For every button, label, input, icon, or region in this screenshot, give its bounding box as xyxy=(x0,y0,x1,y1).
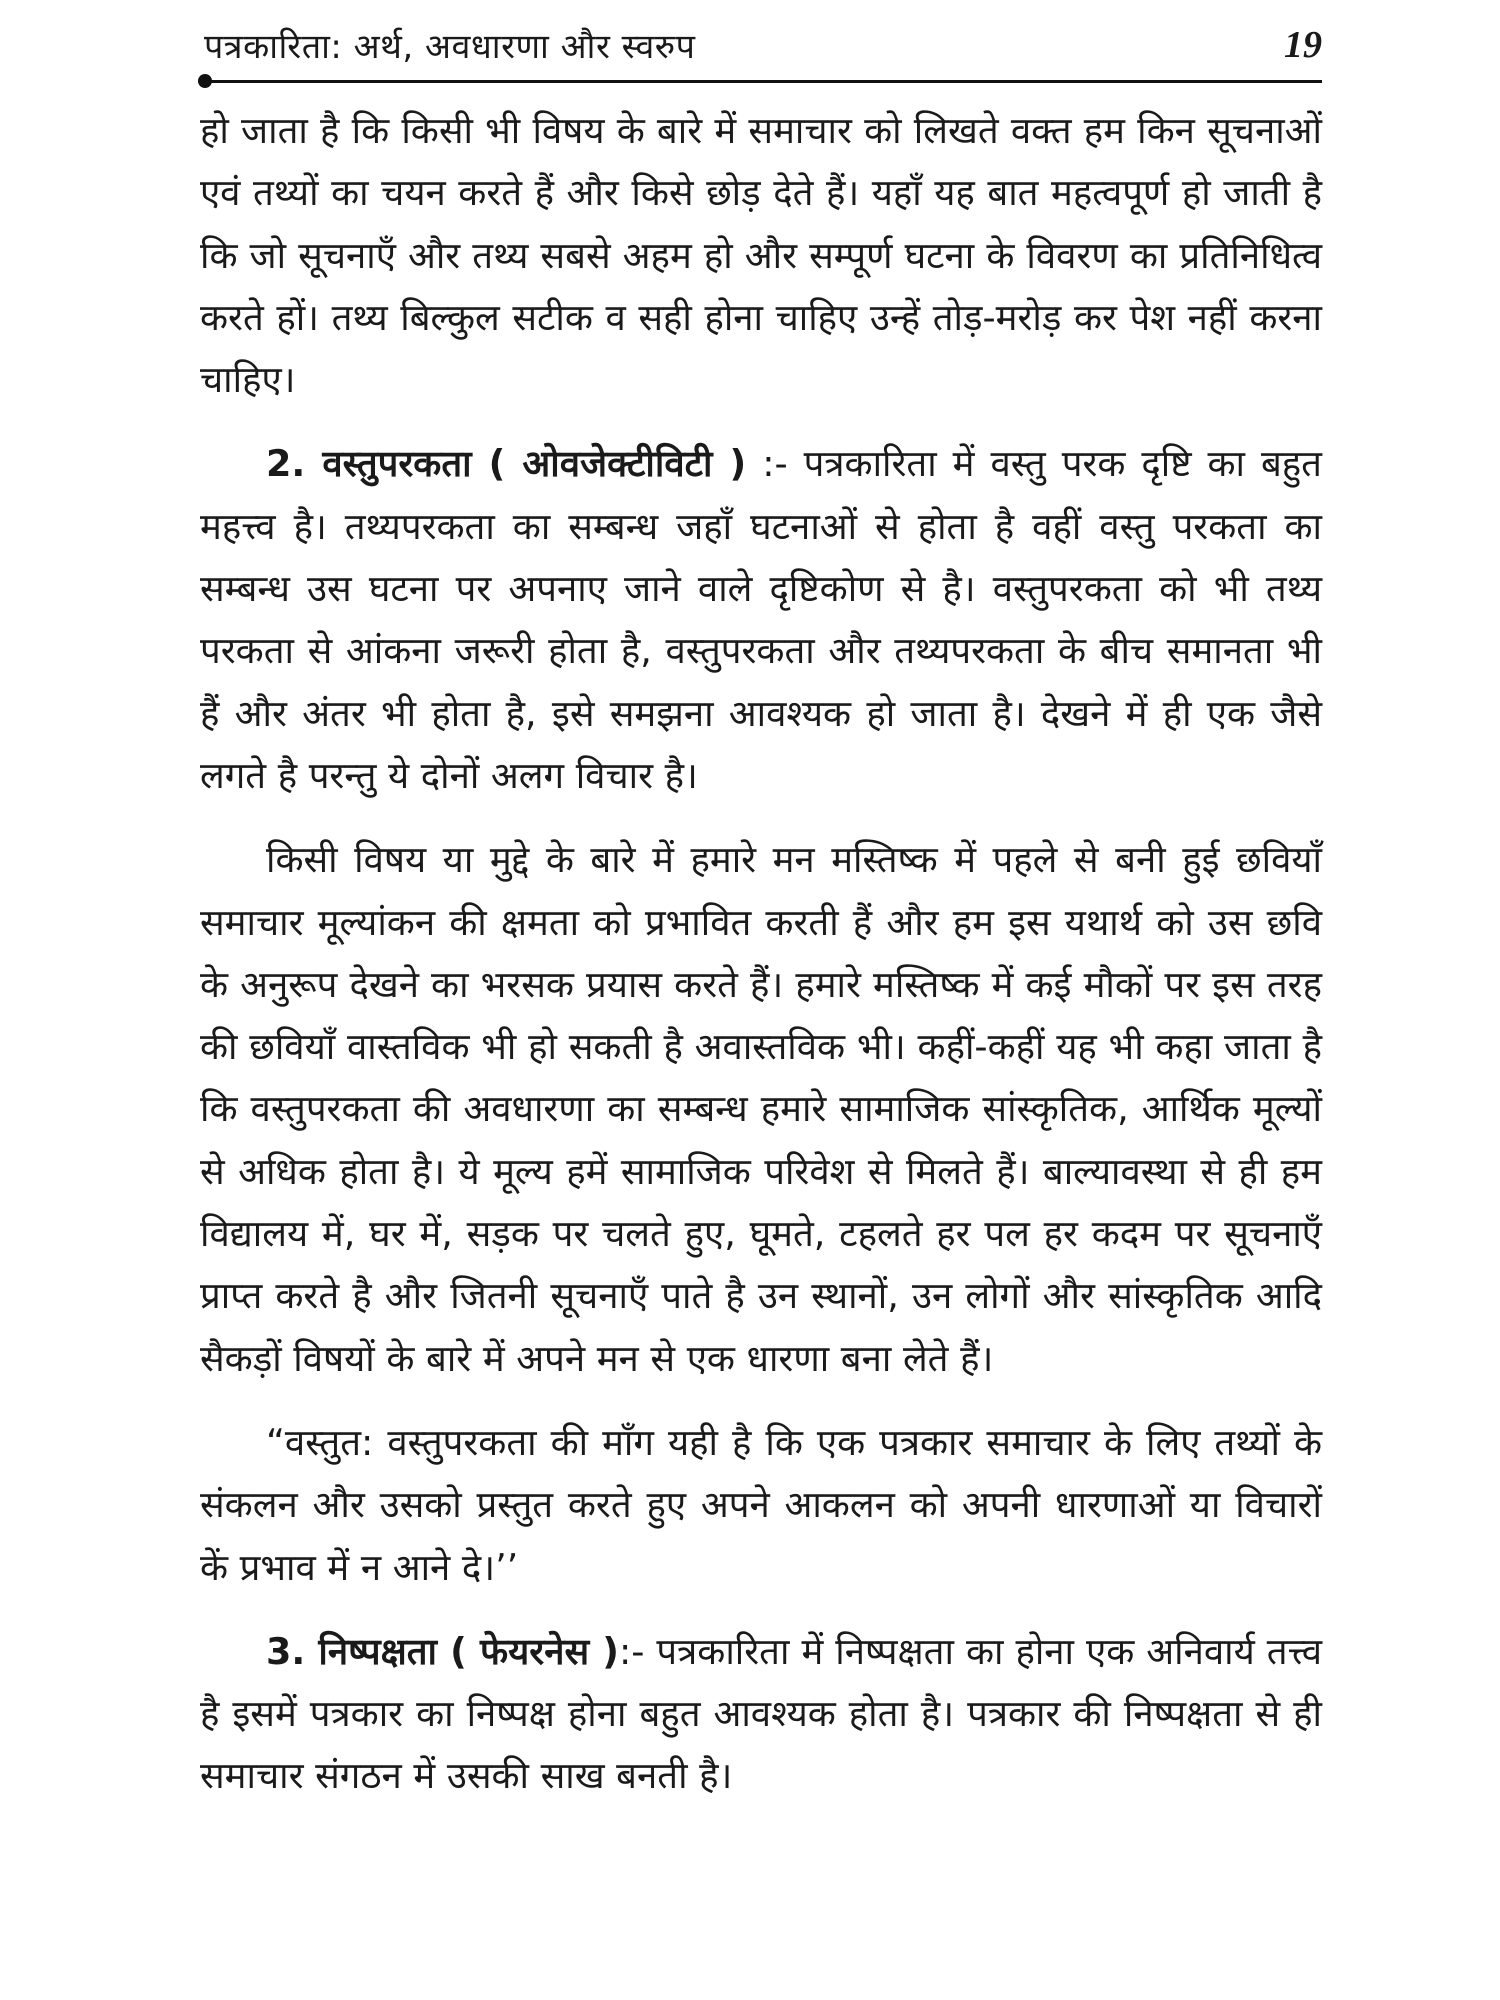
section-objectivity xyxy=(200,433,1322,807)
paragraph-preconceptions: किसी विषय या मुद्दे के बारे में हमारे मन मस्तिष्क में पहले से बनी हुई छवियाँ समाचार मूल्यांकन की क्षमता को प्रभावित करती हैं और हम इस यथार्थ को उस छवि के अनुरूप देखने का भरसक प्रयास करते हैं। हमारे मस्तिष्क में कई मौकों पर इस तरह की छवियाँ वास्तविक भी हो सकती है अवास्तविक भी। कहीं-कहीं यह भी कहा जाता है कि वस्तुपरकता की अवधारणा का सम्बन्ध हमारे सामाजिक सांस्कृतिक, आर्थिक मूल्यों से अधिक होता है। ये मूल्य हमें सामाजिक परिवेश से मिलते हैं। बाल्यावस्था से ही हम विद्यालय में, घर में, सड़क पर चलते हुए, घूमते, टहलते हर पल हर कदम पर सूचनाएँ प्राप्त करते है और जितनी सूचनाएँ पाते है उन स्थानों, उन लोगों और सांस्कृतिक आदि सैकड़ों विषयों के बारे में अपने मन से एक धारणा बना लेते हैं। xyxy=(200,838,1322,1380)
section-text-objectivity: :- पत्रकारिता में वस्तु परक दृष्टि का बहुत महत्त्व है। तथ्यपरकता का सम्बन्ध जहाँ घटनाओं से होता है वहीं वस्तु परकता का सम्बन्ध उस घटना पर अपनाए जाने वाले दृष्टिकोण से है। वस्तुपरकता को भी तथ्य परकता से आंकना जरूरी होता है, वस्तुपरकता और तथ्यपरकता के बीच समानता भी हैं और अंतर भी होता है, इसे समझना आवश्यक हो जाता है। देखने में ही एक जैसे लगते है परन्तु ये दोनों अलग विचार है। xyxy=(200,442,1322,797)
chapter-title: पत्रकारिता: अर्थ, अवधारणा और स्वरुप xyxy=(204,27,696,67)
section-fairness xyxy=(200,1621,1322,1808)
section-text-fairness: :- पत्रकारिता में निष्पक्षता का होना एक अनिवार्य तत्त्व है इसमें पत्रकार का निष्पक्ष होना बहुत आवश्यक होता है। पत्रकार की निष्पक्षता से ही समाचार संगठन में उसकी साख बनती है। xyxy=(200,1629,1322,1798)
body-text xyxy=(200,100,1322,1808)
page-number: 19 xyxy=(1284,24,1322,66)
running-header xyxy=(204,12,1322,78)
section-heading-objectivity: 2. वस्तुपरकता ( ओवजेक्टीविटी ) xyxy=(266,442,747,486)
block-quote: “वस्तुत: वस्तुपरकता की माँग यही है कि एक पत्रकार समाचार के लिए तथ्यों के संकलन और उसको प्रस्तुत करते हुए अपने आकलन को अपनी धारणाओं या विचारों कें प्रभाव में न आने दे।’’ xyxy=(200,1420,1322,1589)
header-rule xyxy=(204,80,1322,83)
section-heading-fairness: 3. निष्पक्षता ( फेयरनेस ) xyxy=(266,1629,619,1673)
paragraph-continuation: हो जाता है कि किसी भी विषय के बारे में समाचार को लिखते वक्त हम किन सूचनाओं एवं तथ्यों का चयन करते हैं और किसे छोड़ देते हैं। यहाँ यह बात महत्वपूर्ण हो जाती है कि जो सूचनाएँ और तथ्य सबसे अहम हो और सम्पूर्ण घटना के विवरण का प्रतिनिधित्व करते हों। तथ्य बिल्कुल सटीक व सही होना चाहिए उन्हें तोड़-मरोड़ कर पेश नहीं करना चाहिए। xyxy=(200,109,1322,402)
